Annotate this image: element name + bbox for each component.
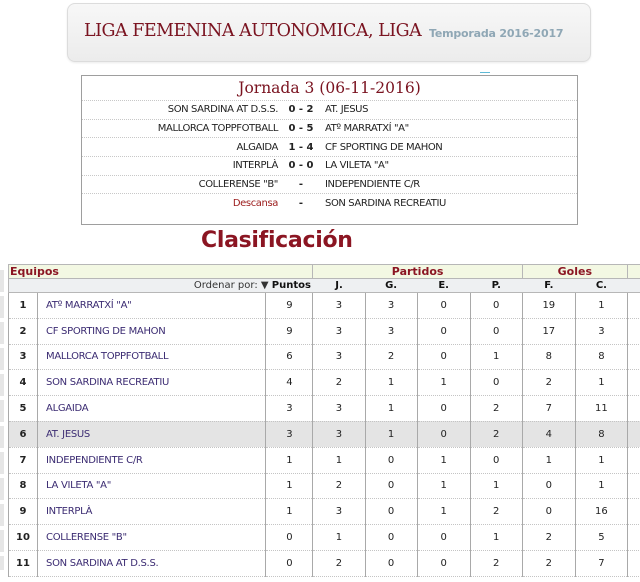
triangle-down-icon: ▼ bbox=[260, 280, 269, 291]
away-team: CF SPORTING DE MAHON bbox=[325, 141, 443, 153]
goals-against-cell: 16 bbox=[575, 499, 627, 525]
goals-against-cell: 1 bbox=[575, 370, 627, 396]
table-row bbox=[9, 447, 640, 473]
match-row bbox=[82, 120, 577, 139]
match-row bbox=[82, 101, 577, 120]
goals-for-cell: 8 bbox=[522, 344, 575, 370]
lost-cell: 0 bbox=[470, 318, 522, 344]
position-cell: 5 bbox=[9, 396, 38, 422]
lost-cell: 2 bbox=[470, 396, 522, 422]
col-header-goals-against[interactable]: C. bbox=[575, 279, 627, 293]
lost-cell: 2 bbox=[470, 499, 522, 525]
round-title: Jornada 3 (06-11-2016) bbox=[82, 76, 577, 101]
won-cell: 1 bbox=[365, 370, 417, 396]
match-row bbox=[82, 157, 577, 176]
team-name-cell[interactable]: CF SPORTING DE MAHON bbox=[38, 318, 266, 344]
team-name-cell[interactable]: COLLERENSE "B" bbox=[38, 525, 266, 551]
played-cell: 1 bbox=[313, 525, 365, 551]
match-score: 0 - 5 bbox=[288, 123, 314, 135]
lost-cell: 1 bbox=[470, 473, 522, 499]
col-header-won[interactable]: G. bbox=[365, 279, 417, 293]
played-cell: 3 bbox=[313, 421, 365, 447]
points-cell: 0 bbox=[266, 550, 313, 576]
lost-cell: 1 bbox=[470, 344, 522, 370]
team-name-cell[interactable]: ALGAIDA bbox=[38, 396, 266, 422]
col-header-goals-for[interactable]: F. bbox=[522, 279, 575, 293]
points-cell: 3 bbox=[266, 396, 313, 422]
won-cell: 1 bbox=[365, 396, 417, 422]
home-team: SON SARDINA AT D.S.S. bbox=[167, 104, 278, 116]
position-cell: 6 bbox=[9, 421, 38, 447]
position-cell: 4 bbox=[9, 370, 38, 396]
drawn-cell: 0 bbox=[417, 344, 470, 370]
table-row bbox=[9, 499, 640, 525]
goals-for-cell: 2 bbox=[522, 550, 575, 576]
extra-cell bbox=[627, 370, 640, 396]
away-team: AT. JESUS bbox=[325, 104, 369, 116]
team-name-cell[interactable]: SON SARDINA AT D.S.S. bbox=[38, 550, 266, 576]
goals-for-cell: 0 bbox=[522, 473, 575, 499]
position-cell: 1 bbox=[9, 293, 38, 319]
team-name-cell[interactable]: SON SARDINA RECREATIU bbox=[38, 370, 266, 396]
match-score: - bbox=[298, 179, 304, 191]
league-title: LIGA FEMENINA AUTONOMICA, LIGA bbox=[84, 21, 422, 41]
col-header-points[interactable]: Puntos bbox=[271, 280, 311, 291]
position-cell: 11 bbox=[9, 550, 38, 576]
drawn-cell: 0 bbox=[417, 318, 470, 344]
points-cell: 1 bbox=[266, 473, 313, 499]
played-cell: 3 bbox=[313, 318, 365, 344]
won-cell: 1 bbox=[365, 421, 417, 447]
points-cell: 0 bbox=[266, 525, 313, 551]
goals-against-cell: 1 bbox=[575, 473, 627, 499]
won-cell: 0 bbox=[365, 499, 417, 525]
away-team: SON SARDINA RECREATIU bbox=[325, 198, 446, 210]
extra-cell bbox=[627, 293, 640, 319]
group-header-goals: Goles bbox=[522, 265, 627, 279]
goals-for-cell: 4 bbox=[522, 421, 575, 447]
lost-cell: 0 bbox=[470, 447, 522, 473]
group-header-extra bbox=[627, 265, 640, 279]
group-header-teams: Equipos bbox=[9, 265, 313, 279]
position-cell: 8 bbox=[9, 473, 38, 499]
table-row bbox=[9, 473, 640, 499]
extra-cell bbox=[627, 550, 640, 576]
points-cell: 6 bbox=[266, 344, 313, 370]
table-row bbox=[9, 370, 640, 396]
col-header-played[interactable]: J. bbox=[313, 279, 365, 293]
table-row bbox=[9, 344, 640, 370]
goals-against-cell: 3 bbox=[575, 318, 627, 344]
drawn-cell: 0 bbox=[417, 525, 470, 551]
goals-for-cell: 7 bbox=[522, 396, 575, 422]
league-header bbox=[67, 3, 591, 62]
home-team: COLLERENSE "B" bbox=[198, 179, 278, 191]
played-cell: 1 bbox=[313, 447, 365, 473]
match-score: 1 - 4 bbox=[288, 141, 314, 153]
goals-against-cell: 11 bbox=[575, 396, 627, 422]
lost-cell: 0 bbox=[470, 370, 522, 396]
table-row bbox=[9, 293, 640, 319]
extra-cell bbox=[627, 318, 640, 344]
extra-cell bbox=[627, 396, 640, 422]
played-cell: 2 bbox=[313, 473, 365, 499]
points-cell: 1 bbox=[266, 499, 313, 525]
away-team: LA VILETA "A" bbox=[325, 160, 389, 172]
table-row bbox=[9, 421, 640, 447]
extra-cell bbox=[627, 344, 640, 370]
drawn-cell: 0 bbox=[417, 293, 470, 319]
played-cell: 3 bbox=[313, 396, 365, 422]
lost-cell: 2 bbox=[470, 550, 522, 576]
drawn-cell: 0 bbox=[417, 396, 470, 422]
team-name-cell[interactable]: INTERPLÀ bbox=[38, 499, 266, 525]
match-row bbox=[82, 194, 577, 213]
goals-for-cell: 0 bbox=[522, 499, 575, 525]
drawn-cell: 1 bbox=[417, 473, 470, 499]
position-cell: 2 bbox=[9, 318, 38, 344]
drawn-cell: 1 bbox=[417, 370, 470, 396]
standings-title: Clasificación bbox=[201, 228, 353, 253]
group-header-matches: Partidos bbox=[313, 265, 522, 279]
table-row bbox=[9, 525, 640, 551]
goals-for-cell: 1 bbox=[522, 447, 575, 473]
match-score: 0 - 0 bbox=[288, 160, 314, 172]
round-results bbox=[81, 75, 578, 225]
played-cell: 3 bbox=[313, 293, 365, 319]
home-team: INTERPLÀ bbox=[232, 160, 278, 172]
goals-against-cell: 7 bbox=[575, 550, 627, 576]
played-cell: 2 bbox=[313, 550, 365, 576]
home-team: ALGAIDA bbox=[236, 141, 278, 153]
match-score: - bbox=[298, 198, 304, 210]
lost-cell: 1 bbox=[470, 525, 522, 551]
left-page-edge bbox=[0, 270, 4, 570]
away-team: ATº MARRATXÍ "A" bbox=[325, 123, 409, 135]
won-cell: 2 bbox=[365, 344, 417, 370]
season-label: Temporada 2016-2017 bbox=[429, 27, 564, 40]
goals-for-cell: 2 bbox=[522, 370, 575, 396]
team-name-cell[interactable]: AT. JESUS bbox=[38, 421, 266, 447]
team-name-cell[interactable]: ATº MARRATXÍ "A" bbox=[38, 293, 266, 319]
extra-cell bbox=[627, 447, 640, 473]
extra-cell bbox=[627, 525, 640, 551]
match-score: 0 - 2 bbox=[288, 104, 314, 116]
match-row bbox=[82, 176, 577, 195]
position-cell: 7 bbox=[9, 447, 38, 473]
standings-table bbox=[8, 264, 640, 577]
lost-cell: 2 bbox=[470, 421, 522, 447]
drawn-cell: 0 bbox=[417, 550, 470, 576]
sort-label: Ordenar por: bbox=[193, 280, 258, 291]
position-cell: 10 bbox=[9, 525, 38, 551]
goals-against-cell: 8 bbox=[575, 421, 627, 447]
col-header-drawn[interactable]: E. bbox=[417, 279, 470, 293]
goals-for-cell: 17 bbox=[522, 318, 575, 344]
points-cell: 4 bbox=[266, 370, 313, 396]
points-cell: 3 bbox=[266, 421, 313, 447]
played-cell: 3 bbox=[313, 344, 365, 370]
drawn-cell: 0 bbox=[417, 421, 470, 447]
goals-against-cell: 5 bbox=[575, 525, 627, 551]
goals-against-cell: 1 bbox=[575, 447, 627, 473]
sort-control[interactable] bbox=[9, 279, 313, 293]
away-team: INDEPENDIENTE C/R bbox=[325, 179, 420, 191]
table-row bbox=[9, 396, 640, 422]
extra-cell bbox=[627, 421, 640, 447]
won-cell: 3 bbox=[365, 293, 417, 319]
points-cell: 1 bbox=[266, 447, 313, 473]
extra-cell bbox=[627, 499, 640, 525]
won-cell: 0 bbox=[365, 550, 417, 576]
table-row bbox=[9, 318, 640, 344]
home-team: MALLORCA TOPPFOTBALL bbox=[157, 123, 278, 135]
team-name-cell[interactable]: LA VILETA "A" bbox=[38, 473, 266, 499]
team-name-cell[interactable]: MALLORCA TOPPFOTBALL bbox=[38, 344, 266, 370]
won-cell: 3 bbox=[365, 318, 417, 344]
table-row bbox=[9, 550, 640, 576]
played-cell: 3 bbox=[313, 499, 365, 525]
position-cell: 3 bbox=[9, 344, 38, 370]
position-cell: 9 bbox=[9, 499, 38, 525]
goals-for-cell: 2 bbox=[522, 525, 575, 551]
lost-cell: 0 bbox=[470, 293, 522, 319]
col-header-lost[interactable]: P. bbox=[470, 279, 522, 293]
won-cell: 0 bbox=[365, 525, 417, 551]
drawn-cell: 1 bbox=[417, 499, 470, 525]
goals-against-cell: 1 bbox=[575, 293, 627, 319]
won-cell: 0 bbox=[365, 473, 417, 499]
decorative-line bbox=[480, 72, 490, 73]
home-team: Descansa bbox=[232, 198, 278, 210]
extra-cell bbox=[627, 473, 640, 499]
col-header-extra bbox=[627, 279, 640, 293]
points-cell: 9 bbox=[266, 293, 313, 319]
goals-against-cell: 8 bbox=[575, 344, 627, 370]
goals-for-cell: 19 bbox=[522, 293, 575, 319]
match-row bbox=[82, 138, 577, 157]
points-cell: 9 bbox=[266, 318, 313, 344]
played-cell: 2 bbox=[313, 370, 365, 396]
won-cell: 0 bbox=[365, 447, 417, 473]
team-name-cell[interactable]: INDEPENDIENTE C/R bbox=[38, 447, 266, 473]
drawn-cell: 1 bbox=[417, 447, 470, 473]
